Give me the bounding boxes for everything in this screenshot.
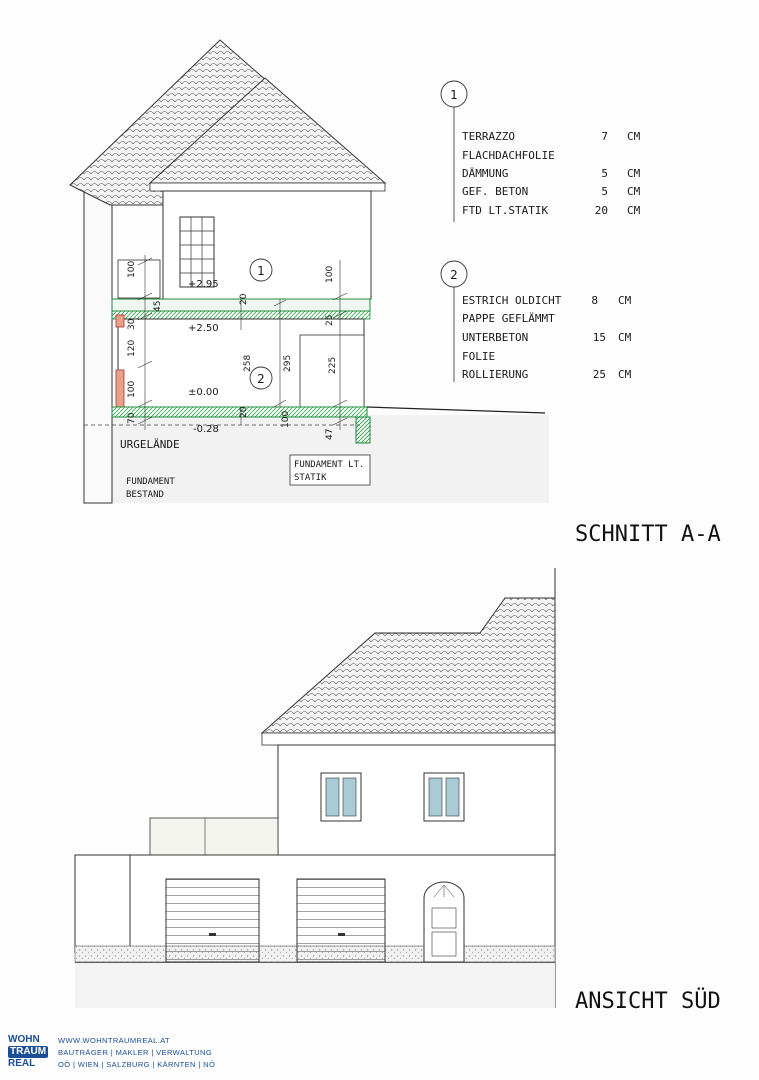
legend-1-layer-1: FLACHDACHFOLIE: [462, 149, 555, 162]
legend-2-layer-1: PAPPE GEFLÄMMT: [462, 312, 555, 325]
dim-30: 30: [127, 318, 137, 330]
elevation-mid: +2.50: [188, 323, 219, 334]
dim-258: 258: [243, 354, 253, 372]
legend-2-value-2: 15: [592, 331, 606, 344]
legend-1-layer-3: GEF. BETON: [462, 185, 529, 198]
dim-47: 47: [325, 428, 335, 440]
legend-2-layer-0: ESTRICH OLDICHT: [462, 294, 562, 307]
section-marker-1-label: 1: [257, 264, 265, 278]
statik-label: STATIK: [294, 473, 327, 483]
logo-real: REAL: [8, 1058, 36, 1069]
dim-100a: 100: [127, 260, 137, 278]
legend-1-unit-3: CM: [627, 185, 641, 198]
elevation-zero: ±0.00: [188, 387, 219, 398]
bestand-label: BESTAND: [126, 490, 164, 500]
elevation-cornice: [262, 733, 555, 745]
legend-1-layer-0: TERRAZZO: [462, 130, 515, 143]
footer-website: WWW.WOHNTRAUMREAL.AT: [58, 1036, 171, 1045]
footer-text: [58, 1035, 215, 1071]
dim-295: 295: [283, 354, 293, 372]
dim-45: 45: [153, 300, 163, 312]
dim-100b: 100: [127, 380, 137, 398]
section-title: SCHNITT A-A: [575, 522, 721, 547]
garage-door-right: [297, 879, 385, 962]
roof-cornice: [150, 183, 385, 191]
logo-wohn: WOHN: [8, 1034, 40, 1045]
legend-1-layer-4: FTD LT.STATIK: [462, 204, 549, 217]
elevation-roof: [262, 598, 555, 733]
elevation-title: ANSICHT SÜD: [575, 989, 721, 1014]
terrace-parapet: [118, 260, 160, 298]
section-drawing: [70, 40, 549, 503]
legend-marker-2-label: 2: [450, 268, 458, 282]
dim-20a: 20: [239, 293, 249, 305]
legend-2-value-4: 25: [592, 368, 606, 381]
legend-1-layer-2: DÄMMUNG: [462, 167, 509, 180]
footer-services: BAUTRÄGER | MAKLER | VERWALTUNG: [58, 1048, 213, 1057]
legend-1-unit-2: CM: [627, 167, 641, 180]
dim-225: 225: [328, 356, 338, 374]
garage-door-left: [166, 879, 259, 962]
legend-1-value-0: 7: [601, 130, 608, 143]
legend-2-layer-2: UNTERBETON: [462, 331, 529, 344]
elevation-ground: [75, 962, 555, 1008]
elevation-drawing: [75, 568, 555, 1008]
dim-100c: 100: [325, 265, 335, 283]
legend-marker-1-label: 1: [450, 88, 458, 102]
layer-legend-2: [441, 261, 632, 382]
urgelaende-label: URGELÄNDE: [120, 438, 180, 451]
legend-2-layer-3: FOLIE: [462, 350, 496, 363]
logo-traum: TRAUM: [10, 1046, 47, 1057]
section-window: [180, 217, 214, 287]
dim-70: 70: [127, 412, 137, 424]
dim-25: 25: [325, 314, 335, 326]
legend-2-unit-4: CM: [618, 368, 632, 381]
upper-facade: [278, 745, 555, 855]
footer: [8, 1034, 308, 1074]
fundament-bestand-label: FUNDAMENT: [126, 477, 175, 487]
legend-1-value-4: 20: [594, 204, 608, 217]
dim-100d: 100: [281, 410, 291, 428]
legend-2-unit-2: CM: [618, 331, 632, 344]
company-logo: [8, 1034, 54, 1074]
legend-2-layer-4: ROLLIERUNG: [462, 368, 529, 381]
footer-regions: OÖ | WIEN | SALZBURG | KÄRNTEN | NÖ: [58, 1060, 216, 1069]
dim-20b: 20: [239, 406, 249, 418]
elevation-top: +2.95: [188, 279, 219, 290]
legend-2-unit-0: CM: [618, 294, 632, 307]
legend-2-value-0: 8: [591, 294, 598, 307]
existing-wall: [84, 180, 112, 503]
dim-120: 120: [127, 339, 137, 357]
elevation-negative: -0.28: [193, 424, 219, 435]
legend-1-unit-4: CM: [627, 204, 641, 217]
foundation-statik: [356, 417, 370, 443]
legend-1-value-2: 5: [601, 167, 608, 180]
legend-1-unit-0: CM: [627, 130, 641, 143]
fundament-statik-label: FUNDAMENT LT.: [294, 460, 365, 470]
legend-1-value-3: 5: [601, 185, 608, 198]
section-marker-2-label: 2: [257, 372, 265, 386]
terrace-railing: [150, 818, 278, 855]
layer-legend-1: [441, 81, 641, 222]
neighbour-wall: [75, 855, 130, 952]
